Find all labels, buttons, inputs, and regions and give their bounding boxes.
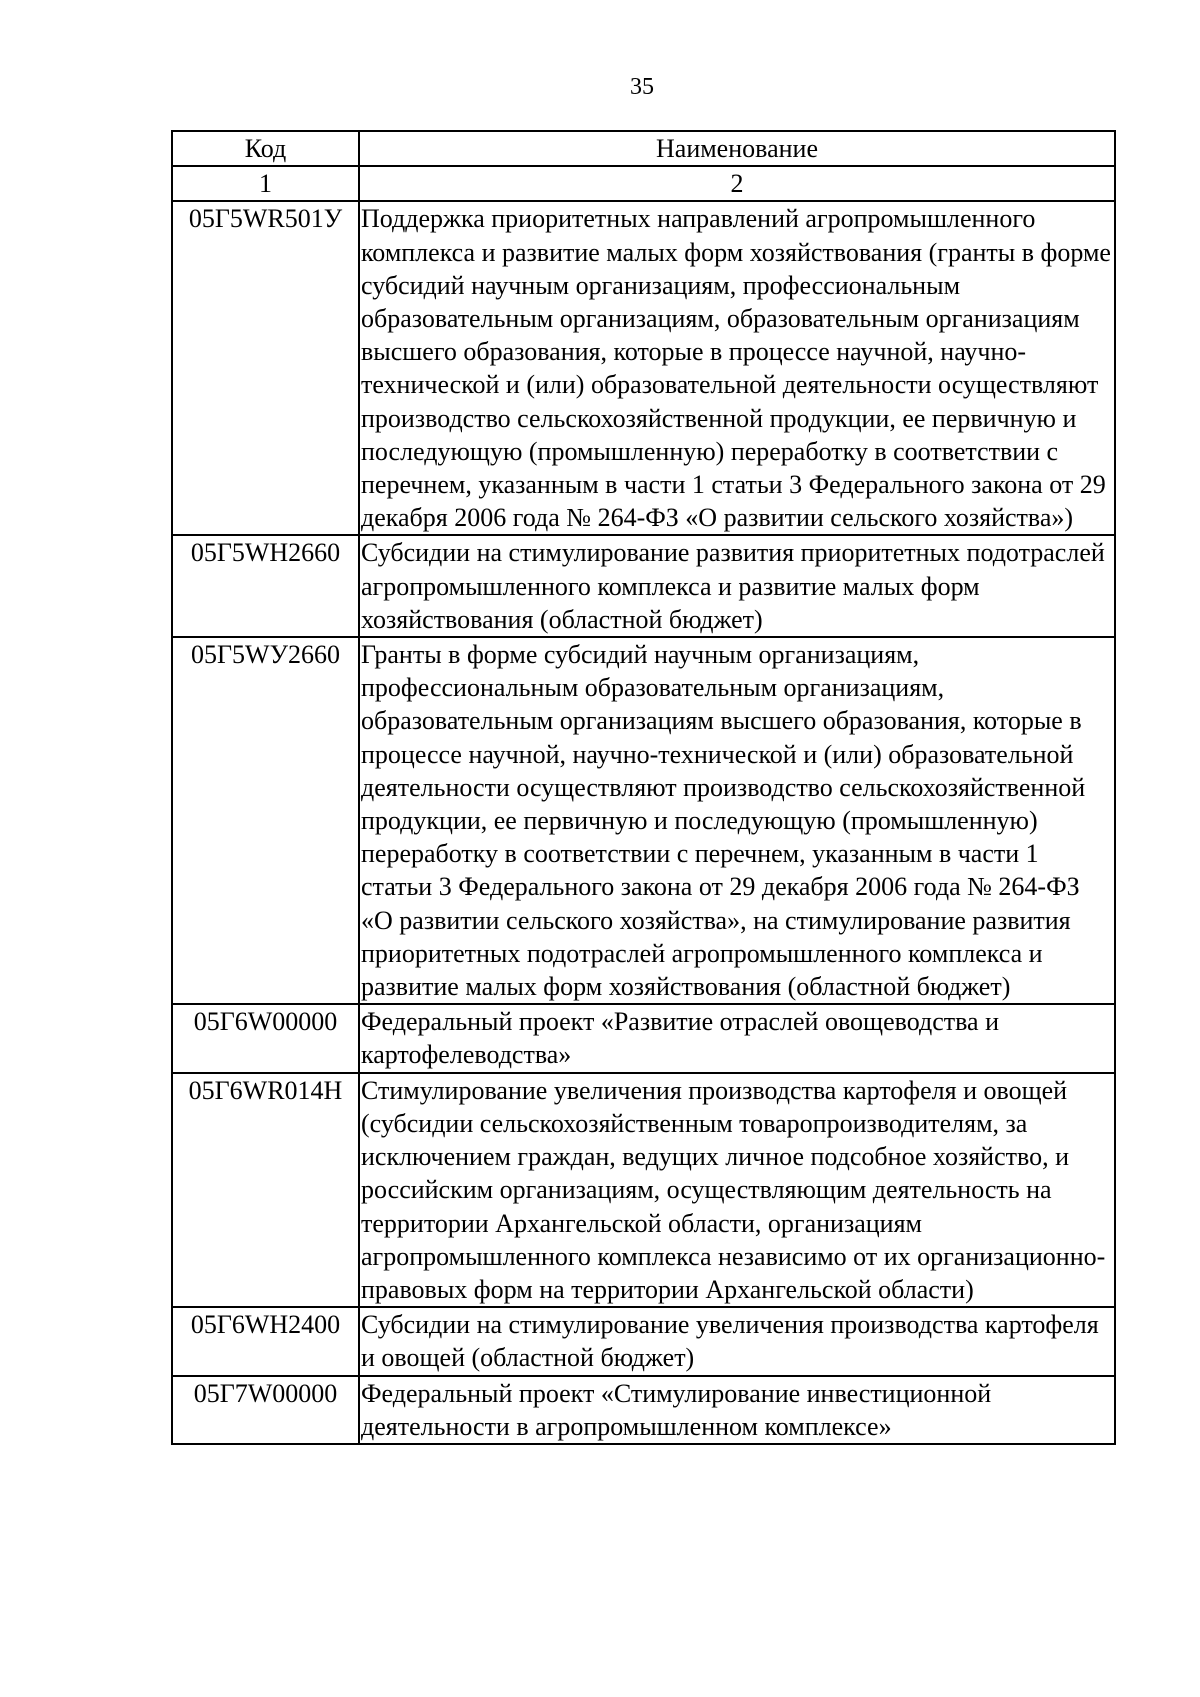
table-row — [172, 637, 1115, 1004]
table-header — [172, 131, 1115, 201]
row-code: 05Г5WR501У — [172, 201, 359, 535]
table-row — [172, 535, 1115, 637]
column-number-1: 1 — [172, 166, 359, 201]
row-code: 05Г7W00000 — [172, 1376, 359, 1444]
row-name: Субсидии на стимулирование увеличения производства картофеля и овощей (областной бюджет) — [359, 1307, 1115, 1375]
row-name: Федеральный проект «Развитие отраслей овощеводства и картофелеводства» — [359, 1004, 1115, 1072]
row-name: Субсидии на стимулирование развития приоритетных подотраслей агропромышленного комплекса и развитие малых форм хозяйствования (областной бюджет) — [359, 535, 1115, 637]
row-name: Федеральный проект «Стимулирование инвестиционной деятельности в агропромышленном комплексе» — [359, 1376, 1115, 1444]
table-row — [172, 1073, 1115, 1307]
budget-code-table — [171, 130, 1116, 1445]
page-number: 35 — [630, 74, 654, 100]
table-row — [172, 201, 1115, 535]
row-code: 05Г5WН2660 — [172, 535, 359, 637]
row-code: 05Г6WR014Н — [172, 1073, 359, 1307]
row-name: Гранты в форме субсидий научным организациям, профессиональным образовательным организациям, образовательным организациям высшего образования, которые в процессе научной, научно-технической и (или) образовательной деятельности осуществляют производство сельскохозяйственной продукции, ее первичную и последующую (промышленную) переработку в соответствии с перечнем, указанным в части 1 статьи 3 Федерального закона от 29 декабря 2006 года № 264-ФЗ «О развитии сельского хозяйства», на стимулирование развития приоритетных подотраслей агропромышленного комплекса и развитие малых форм хозяйствования (областной бюджет) — [359, 637, 1115, 1004]
header-name: Наименование — [359, 131, 1115, 166]
table-row — [172, 1307, 1115, 1375]
table-row — [172, 1004, 1115, 1072]
table-body — [172, 201, 1115, 1444]
row-name: Поддержка приоритетных направлений агропромышленного комплекса и развитие малых форм хозяйствования (гранты в форме субсидий научным организациям, профессиональным образовательным организациям, образовательным организациям высшего образования, которые в процессе научной, научно-технической и (или) образовательной деятельности осуществляют производство сельскохозяйственной продукции, ее первичную и последующую (промышленную) переработку в соответствии с перечнем, указанным в части 1 статьи 3 Федерального закона от 29 декабря 2006 года № 264-ФЗ «О развитии сельского хозяйства») — [359, 201, 1115, 535]
row-code: 05Г6W00000 — [172, 1004, 359, 1072]
row-code: 05Г6WН2400 — [172, 1307, 359, 1375]
column-number-2: 2 — [359, 166, 1115, 201]
header-row — [172, 131, 1115, 166]
column-numbering-row — [172, 166, 1115, 201]
row-code: 05Г5WУ2660 — [172, 637, 359, 1004]
row-name: Стимулирование увеличения производства картофеля и овощей (субсидии сельскохозяйственным товаропроизводителям, за исключением граждан, ведущих личное подсобное хозяйство, и российским организациям, осуществляющим деятельность на территории Архангельской области, организациям агропромышленного комплекса независимо от их организационно-правовых форм на территории Архангельской области) — [359, 1073, 1115, 1307]
table-row — [172, 1376, 1115, 1444]
header-code: Код — [172, 131, 359, 166]
